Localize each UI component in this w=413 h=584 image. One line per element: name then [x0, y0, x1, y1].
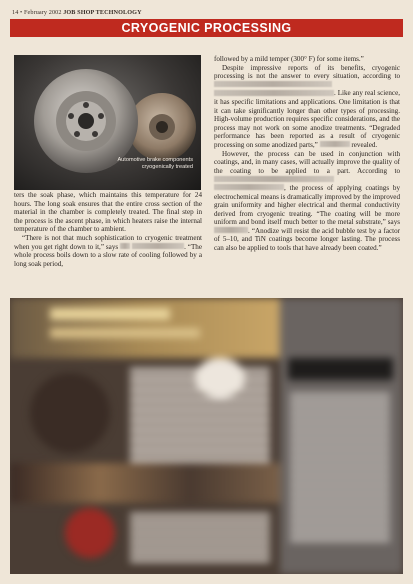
right-column	[214, 55, 400, 253]
text-span: However, the process can be used in conjunction with coatings, and, in many cases, will actually improve the quality of the coating to be applied to a part. According to	[214, 149, 400, 175]
redacted-name	[132, 243, 184, 249]
text-span: Despite impressive reports of its benefits, cryogenic processing is not the answer to every situation, according to	[214, 63, 400, 81]
text-span: “There is not that much sophistication to cryogenic treatment when you get right down to it,” says	[14, 233, 202, 251]
brake-components-photo	[14, 55, 201, 190]
redacted-name	[214, 81, 332, 87]
title-banner	[10, 19, 403, 37]
text-span: . Like any real science, it has specific limitations and applications. One limitation is that it can take significantly longer than other types of processing. High-volume production requires specific considerations, and the process may not work on some anodize treatments. “Degraded performance has been reported as a result of cryogenic processing on some anodized parts,”	[214, 89, 400, 149]
blurred-advertisement	[10, 298, 403, 574]
left-column	[14, 191, 202, 268]
page-number: 14	[12, 9, 19, 16]
issue-date: February 2002	[23, 9, 62, 16]
redacted-name	[320, 141, 350, 147]
redacted-name	[214, 184, 284, 190]
article-title: CRYOGENIC PROCESSING	[121, 21, 292, 35]
paragraph	[214, 150, 400, 253]
paragraph	[214, 64, 400, 150]
paragraph	[14, 234, 202, 268]
redacted-name	[120, 243, 130, 249]
text-span: , the process of applying coatings by electrochemical means is dramatically improved by the improved grain uniformity and higher electrical and thermal conductivity derived from cryogenic treating. “The coating will be more uniform and bond itself much better to the metal substrate,” says	[214, 183, 400, 227]
redacted-name	[214, 176, 334, 182]
header-bullet: •	[20, 9, 23, 16]
photo-caption: Automotive brake components cryogenically treated	[117, 157, 193, 170]
text-span: . “Anodize will resist the acid bubble test by a factor of 5–10, and TiN coatings become longer lasting. The process can also be applied to tools that have already been coated.”	[214, 226, 400, 253]
page-header	[12, 9, 402, 16]
ad-image	[10, 298, 403, 574]
redacted-name	[214, 90, 334, 96]
publication-name: JOB SHOP TECHNOLOGY	[63, 9, 142, 16]
text-span: . “The whole process boils down to a slow rate of cooling followed by a long soak period,	[14, 242, 202, 268]
redacted-name	[214, 227, 248, 233]
paragraph: followed by a mild temper (300° F) for some items.”	[214, 55, 364, 63]
text-span: revealed.	[351, 140, 378, 149]
paragraph: ters the soak phase, which maintains this temperature for 24 hours. The long soak ensures that the entire cross section of the material in the chamber is completely treated. The final step in the process is the ascent phase, in which heaters raise the internal temperature of the chamber to ambient.	[14, 191, 202, 234]
